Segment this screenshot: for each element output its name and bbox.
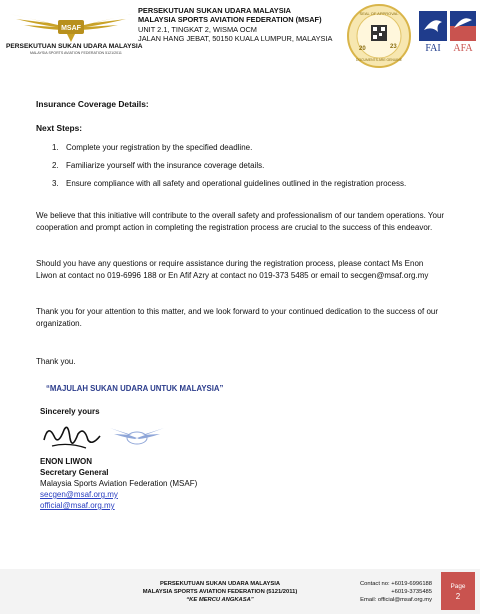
footer-contact-line1: Contact no: +6019-6996188	[359, 581, 432, 587]
step-3: Ensure compliance with all safety and operational guidelines outlined in the registration process.	[66, 179, 407, 188]
sincerely: Sincerely yours	[40, 407, 100, 416]
step-number-2: 2.	[52, 161, 59, 170]
approval-seal	[346, 3, 412, 69]
logo-text: MSAF	[61, 25, 81, 32]
thanks: Thank you.	[36, 357, 76, 366]
page-number-box	[441, 572, 475, 610]
page-number: 2	[455, 592, 461, 601]
letterhead-line2: MALAYSIA SPORTS AVIATION FEDERATION (MSAF)	[138, 15, 322, 25]
footer-contact	[340, 580, 432, 604]
paragraph-3: Thank you for your attention to this matter, and we look forward to your continued dedication to the success of our organization.	[36, 307, 439, 328]
heading-insurance: Insurance Coverage Details:	[36, 99, 149, 109]
letterhead-line1: PERSEKUTUAN SUKAN UDARA MALAYSIA	[138, 6, 292, 15]
fai-label: FAI	[425, 43, 441, 52]
fai-logo	[418, 10, 448, 52]
footer-org-line2: MALAYSIA SPORTS AVIATION FEDERATION (5121/2011)	[142, 589, 298, 595]
org-name-left: PERSEKUTUAN SUKAN UDARA MALAYSIA	[6, 43, 143, 50]
seal-year-left: 20	[359, 46, 366, 52]
step-number-1: 1.	[52, 143, 59, 152]
signer-title: Secretary General	[40, 468, 109, 477]
afa-logo	[449, 10, 477, 52]
seal-bottom-text: DOCUMENTS ARE GENUINE	[356, 58, 402, 62]
org-name-left-sub: MALAYSIA SPORTS AVIATION FEDERATION 5121/2011	[30, 51, 122, 55]
footer-slogan: “KE MERCU ANGKASA”	[186, 597, 254, 603]
signature	[38, 416, 108, 456]
footer-org	[120, 580, 320, 604]
signer-org: Malaysia Sports Aviation Federation (MSAF)	[40, 479, 198, 488]
step-number-3: 3.	[52, 179, 59, 188]
paragraph-2: Should you have any questions or require assistance during the registration process, please contact Ms Enon Liwon at contact no 019-6996 188 or En Afif Azry at contact no 019-373 5485 or email to secgen@msaf.org.my	[36, 259, 429, 280]
letterhead-address	[138, 6, 332, 43]
paragraph-1: We believe that this initiative will contribute to the overall safety and professionalism of our tandem operations. Your cooperation and prompt action in completing the registration process are crucial to the success of this endeavor.	[36, 211, 445, 232]
seal-top-text: SEAL OF APPROVAL	[359, 11, 399, 16]
email-link-secgen[interactable]: secgen@msaf.org.my	[40, 490, 118, 499]
heading-next-steps: Next Steps:	[36, 123, 83, 133]
page-label: Page	[450, 583, 466, 590]
footer-contact-line2: +6019-3735485	[391, 589, 432, 595]
step-1: Complete your registration by the specified deadline.	[66, 143, 253, 152]
msaf-stamp-logo	[108, 420, 166, 452]
footer-contact-line3: Email: official@msaf.org.my	[360, 597, 432, 603]
seal-year-right: 23	[390, 44, 397, 50]
email-link-official[interactable]: official@msaf.org.my	[40, 501, 115, 510]
motto: “MAJULAH SUKAN UDARA UNTUK MALAYSIA”	[46, 384, 224, 393]
letterhead-line4: JALAN HANG JEBAT, 50150 KUALA LUMPUR, MALAYSIA	[138, 33, 333, 43]
step-2: Familiarize yourself with the insurance coverage details.	[66, 161, 265, 170]
msaf-wing-logo	[8, 6, 134, 44]
footer-org-line1: PERSEKUTUAN SUKAN UDARA MALAYSIA	[159, 581, 281, 587]
signer-name: ENON LIWON	[40, 457, 92, 466]
letterhead-line3: UNIT 2.1, TINGKAT 2, WISMA OCM	[138, 24, 257, 34]
afa-label: AFA	[453, 43, 473, 52]
